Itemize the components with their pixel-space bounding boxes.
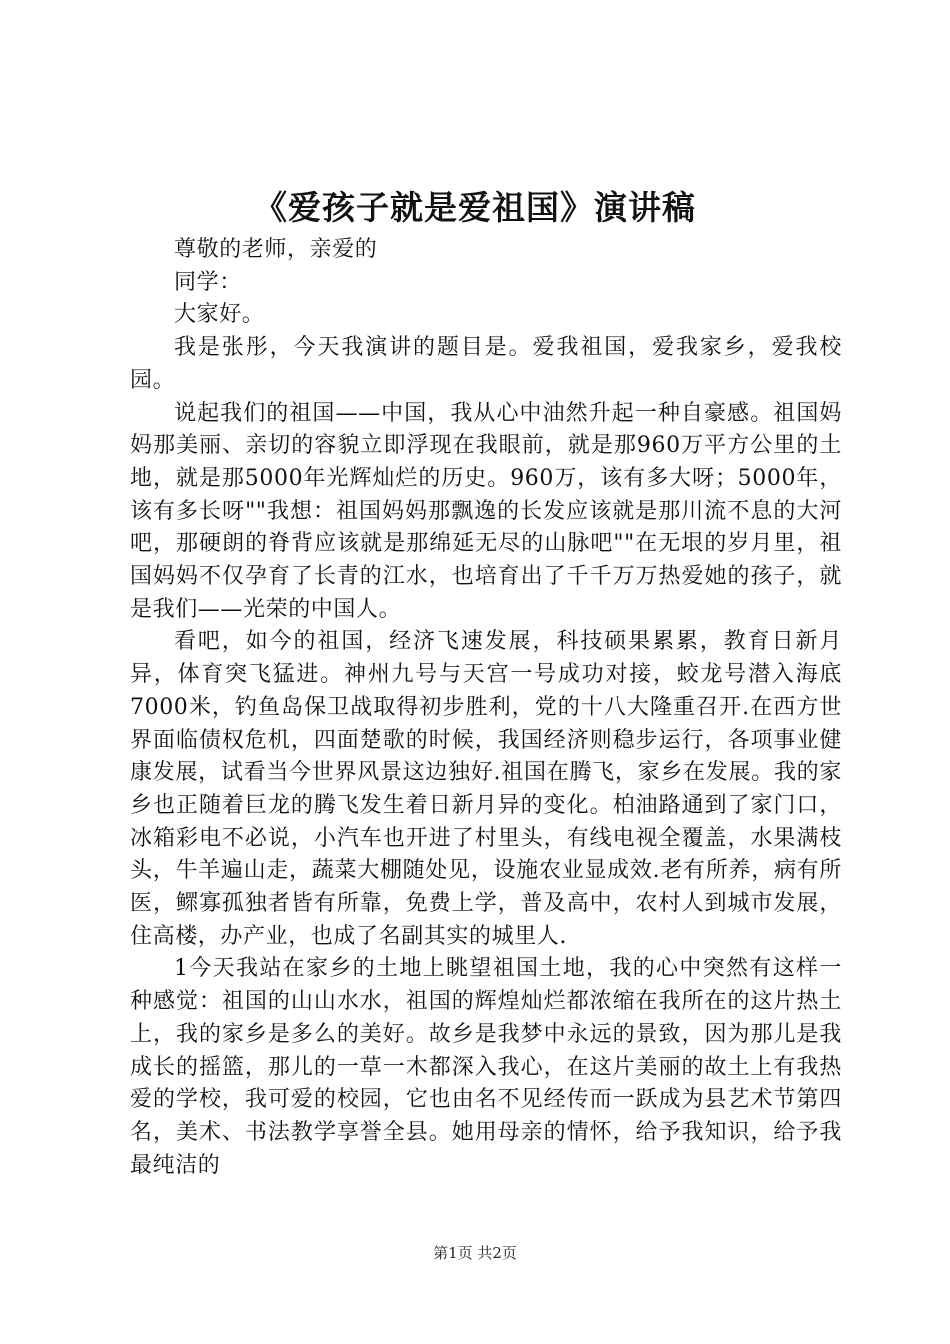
document-title: 《爱孩子就是爱祖国》演讲稿	[254, 188, 696, 227]
paragraph-hometown: 1今天我站在家乡的土地上眺望祖国土地，我的心中突然有这样一种感觉：祖国的山山水水，祖国的辉煌灿烂都浓缩在我所在的这片热土上，我的家乡是多么的美好。故乡是我梦中永远的景致，因为那儿是我成长的摇篮，那儿的一草一木都深入我心，在这片美丽的故土上有我热爱的学校，我可爱的校园，它也由名不见经传而一跃成为县艺术节第四名，美术、书法教学享誉全县。她用母亲的情怀，给予我知识，给予我最纯洁的	[130, 956, 842, 1178]
paragraph-salutation-continued: 同学：	[174, 269, 242, 295]
paragraph-development: 看吧，如今的祖国，经济飞速发展，科技硕果累累，教育日新月异，体育突飞猛进。神州九号与天宫一号成功对接，蛟龙号潜入海底7000米，钓鱼岛保卫战取得初步胜利，党的十八大隆重召开.在西方世界面临债权危机，四面楚歌的时候，我国经济则稳步运行，各项事业健康发展，试看当今世界风景这边独好.祖国在腾飞，家乡在发展。我的家乡也正随着巨龙的腾飞发生着日新月异的变化。柏油路通到了家门口，冰箱彩电不必说，小汽车也开进了村里头，有线电视全覆盖，水果满枝头，牛羊遍山走，蔬菜大棚随处见，设施农业显成效.老有所养，病有所医，鳏寡孤独者皆有所靠，免费上学，普及高中，农村人到城市发展，住高楼，办产业，也成了名副其实的城里人.	[130, 629, 842, 949]
paragraph-greeting: 大家好。	[174, 302, 265, 328]
paragraph-introduction: 我是张彤，今天我演讲的题目是。爱我祖国，爱我家乡，爱我校园。	[130, 335, 842, 393]
document-body	[130, 234, 842, 1182]
page-number-footer: 第1页 共2页	[433, 1244, 517, 1262]
paragraph-salutation: 尊敬的老师，亲爱的	[174, 237, 378, 262]
paragraph-motherland: 说起我们的祖国——中国，我从心中油然升起一种自豪感。祖国妈妈那美丽、亲切的容貌立即浮现在我眼前，就是那960万平方公里的土地，就是那5000年光辉灿烂的历史。960万，该有多大呀；5000年，该有多长呀""我想：祖国妈妈那飘逸的长发应该就是那川流不息的大河吧，那硬朗的脊背应该就是那绵延无尽的山脉吧""在无垠的岁月里，祖国妈妈不仅孕育了长青的江水，也培育出了千千万万热爱她的孩子，就是我们——光荣的中国人。	[130, 400, 842, 622]
